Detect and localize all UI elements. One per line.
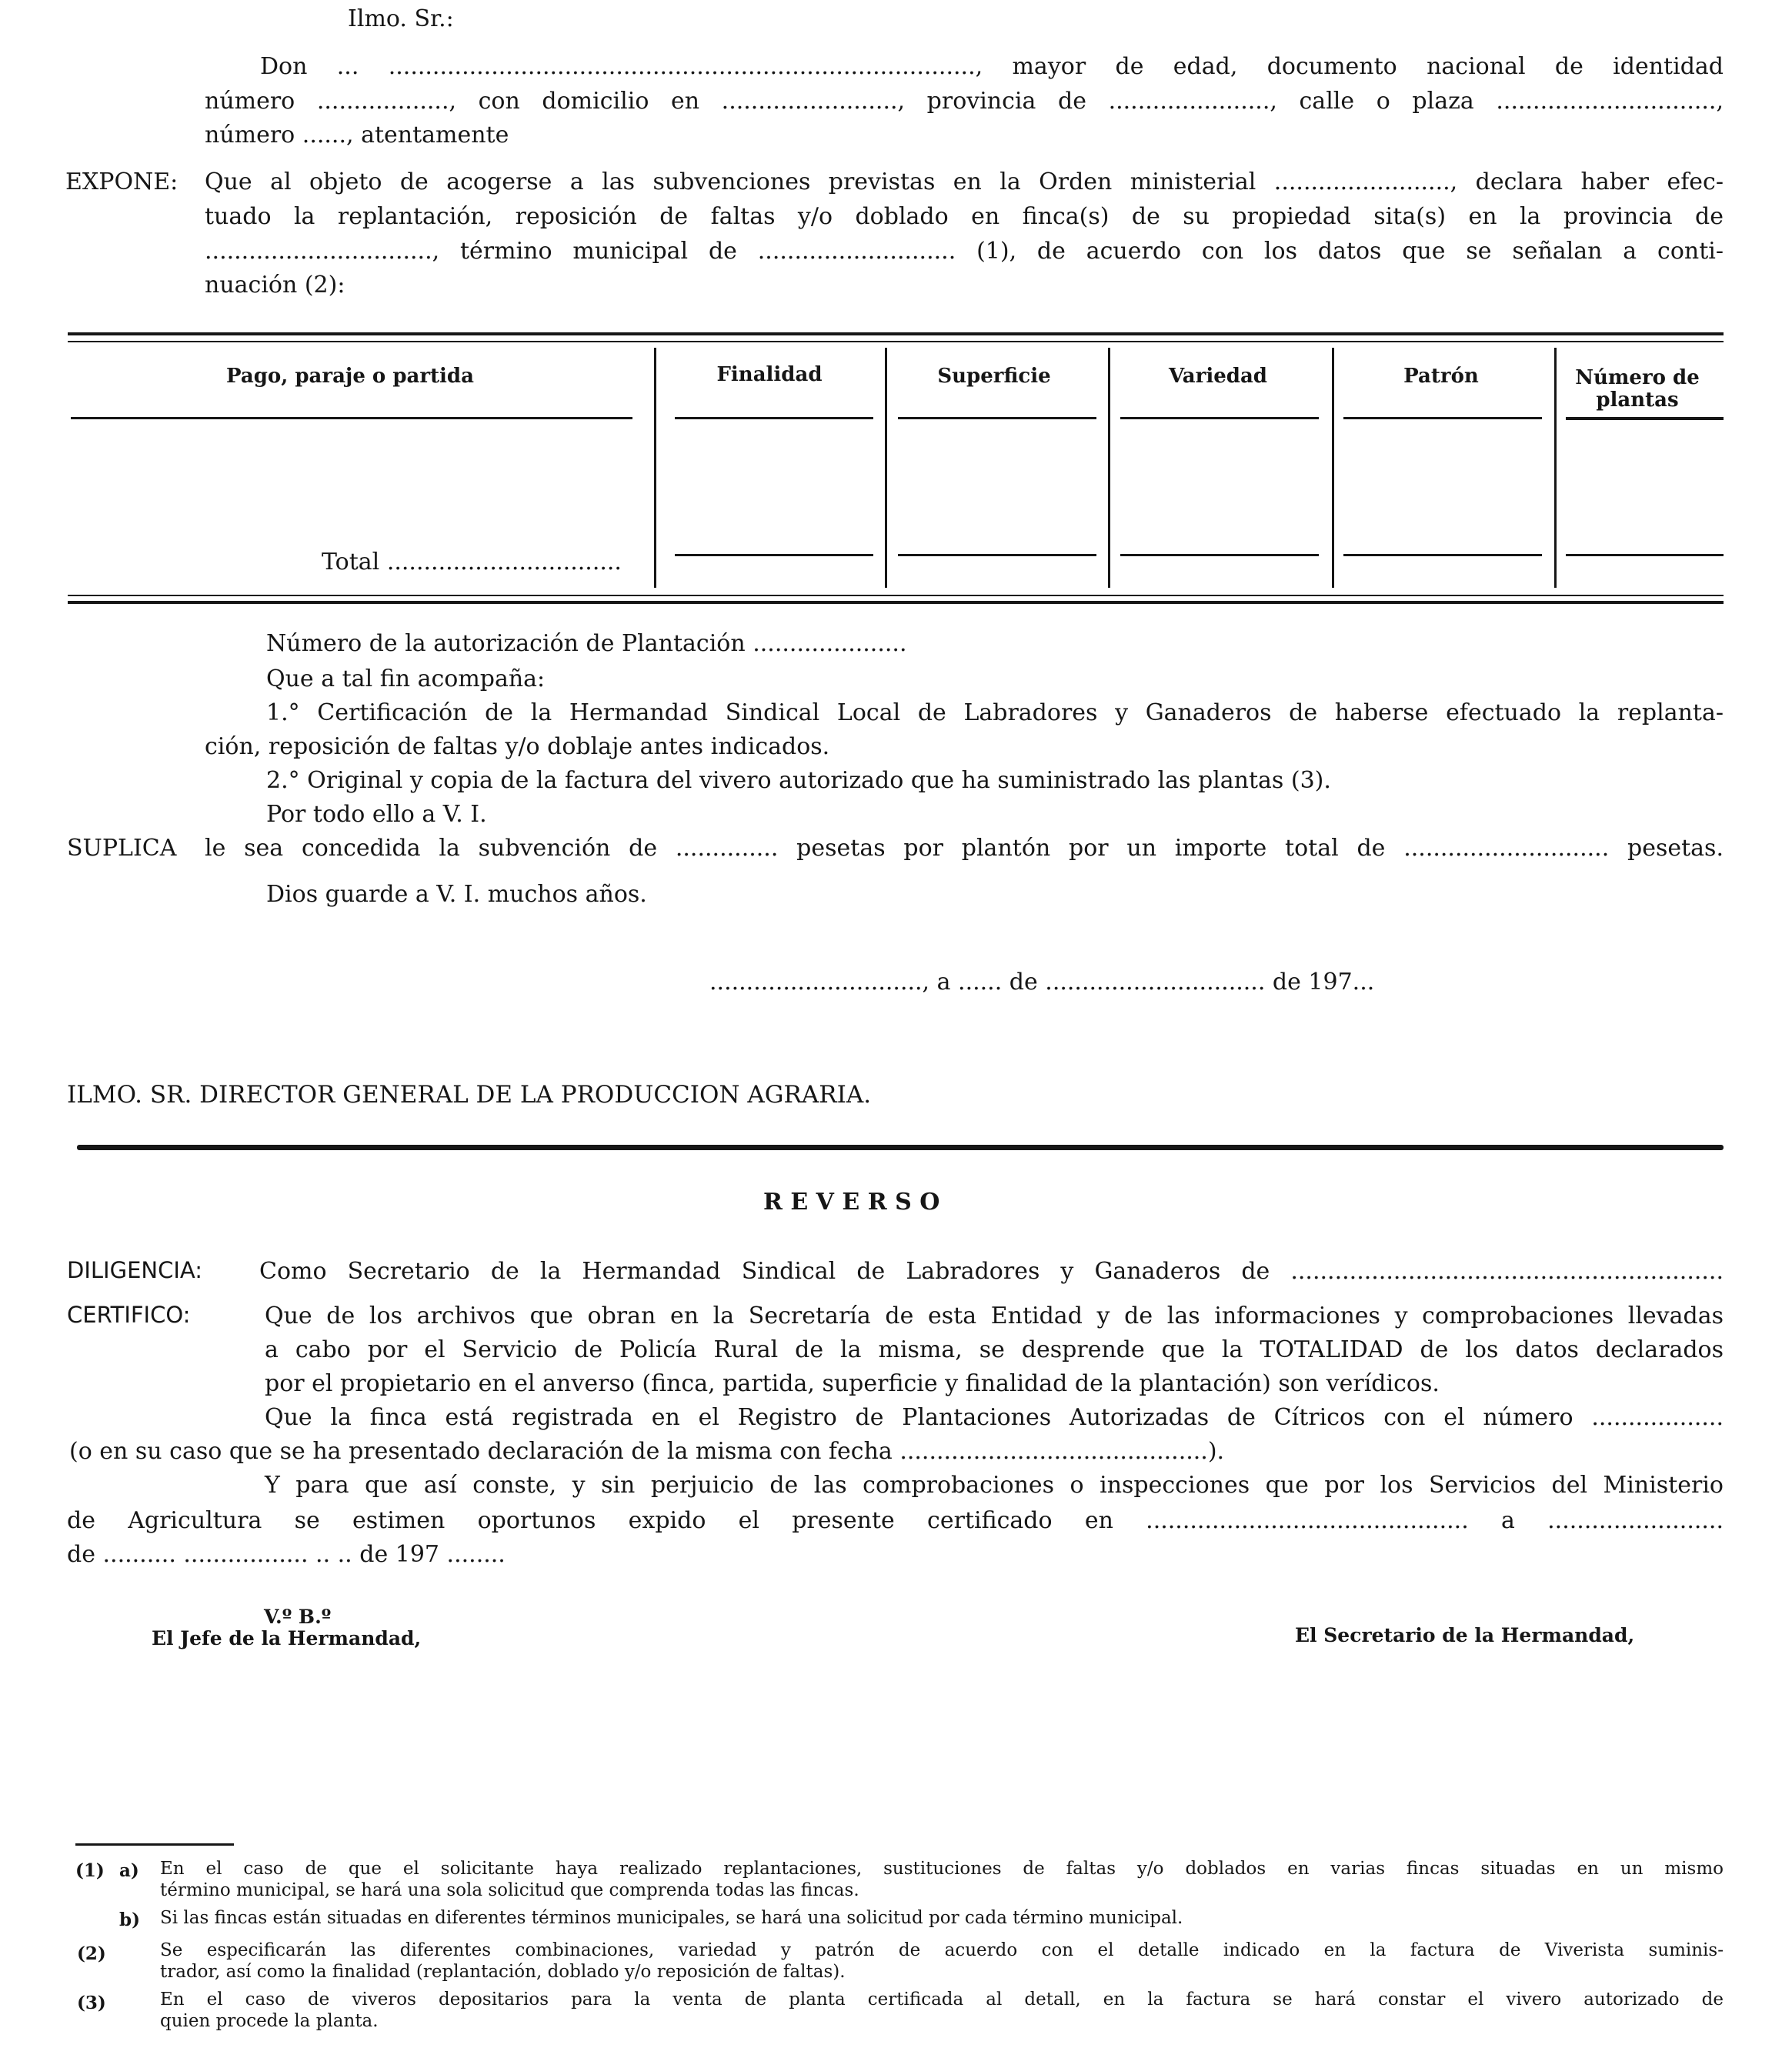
certifico-line-1: Que de los archivos que obran en la Secretaría de esta Entidad y de las informaciones y comprobaciones llevadas <box>265 1303 1724 1329</box>
date-line: ............................., a ...... de .............................. de 197... <box>709 969 1375 996</box>
registro-line-2: (o en su caso que se ha presentado declaración de la misma con fecha ..........................................). <box>69 1438 1225 1465</box>
section-divider <box>77 1145 1724 1150</box>
header-underline-6 <box>1566 417 1724 420</box>
item-1-line-2: ción, reposición de faltas y/o doblaje antes indicados. <box>205 733 830 760</box>
expone-line-3: ..............................., término municipal de ........................... (1), de acuerdo con los datos que se señalan a conti- <box>205 238 1724 265</box>
col-header-finalidad: Finalidad <box>716 363 823 386</box>
footnote-rule <box>75 1843 234 1846</box>
table-top-rule-thin <box>68 341 1724 342</box>
table-bottom-rule-thin <box>68 595 1724 596</box>
certifico-line-3: por el propietario en el anverso (finca, partida, superficie y finalidad de la plantación) son verídicos. <box>265 1370 1440 1397</box>
jefe-signature-label: El Jefe de la Hermandad, <box>152 1627 422 1649</box>
conste-line-3: de .......... ................. .. .. de 197 ........ <box>67 1541 506 1568</box>
col-sep-2 <box>885 348 887 588</box>
item-2-line: 2.° Original y copia de la factura del vivero autorizado que ha suministrado las plantas (3). <box>266 767 1331 794</box>
header-underline-2 <box>675 417 873 419</box>
por-todo-line: Por todo ello a V. I. <box>266 801 487 828</box>
table-top-rule <box>68 332 1724 335</box>
header-underline-5 <box>1343 417 1542 419</box>
vobo-label: V.º B.º <box>264 1606 332 1628</box>
dios-guarde-line: Dios guarde a V. I. muchos años. <box>266 881 647 908</box>
secretario-signature-label: El Secretario de la Hermandad, <box>1295 1624 1635 1646</box>
intro-line-1: Don ... ................................................................................, mayor de edad, documento nacional de identidad <box>260 53 1724 80</box>
col-header-patron: Patrón <box>1403 365 1479 388</box>
expone-line-1: Que al objeto de acogerse a las subvenciones previstas en la Orden ministerial ........................, declara haber efec- <box>205 168 1724 195</box>
total-line-4 <box>1120 554 1319 556</box>
col-sep-3 <box>1108 348 1110 588</box>
diligencia-text: Como Secretario de la Hermandad Sindical de Labradores y Ganaderos de ........................................................... <box>259 1258 1724 1285</box>
reverso-title: R E V E R S O <box>763 1189 940 1216</box>
conste-line-2: de Agricultura se estimen oportunos expido el presente certificado en ............................................ a ........................ <box>67 1507 1724 1534</box>
col-header-variedad: Variedad <box>1169 365 1267 388</box>
suplica-text: le sea concedida la subvención de .............. pesetas por plantón por un importe total de ............................ pesetas. <box>205 835 1724 862</box>
total-line-5 <box>1343 554 1542 556</box>
certifico-line-2: a cabo por el Servicio de Policía Rural de la misma, se desprende que la TOTALIDAD de los datos declarados <box>265 1336 1724 1363</box>
item-1-line-1: 1.° Certificación de la Hermandad Sindical Local de Labradores y Ganaderos de haberse efectuado la replanta- <box>266 699 1724 726</box>
autorizacion-line: Número de la autorización de Plantación ..................... <box>266 630 907 657</box>
expone-line-2: tuado la replantación, reposición de faltas y/o doblado en finca(s) de su propiedad sita(s) en la provincia de <box>205 203 1724 230</box>
table-bottom-rule <box>68 601 1724 604</box>
acompana-line: Que a tal fin acompaña: <box>266 665 546 692</box>
total-line-6 <box>1566 554 1724 556</box>
certifico-label: CERTIFICO: <box>67 1302 191 1328</box>
col-header-superficie: Superficie <box>937 365 1051 388</box>
salutation: Ilmo. Sr.: <box>348 5 454 32</box>
expone-label: EXPONE: <box>65 168 179 195</box>
col-sep-5 <box>1554 348 1557 588</box>
col-header-pago: Pago, paraje o partida <box>226 365 474 388</box>
total-line-2 <box>675 554 873 556</box>
table-total-label: Total ................................ <box>322 549 622 575</box>
intro-line-3: número ......, atentamente <box>205 122 509 148</box>
registro-line-1: Que la finca está registrada en el Registro de Plantaciones Autorizadas de Cítricos con el número .................. <box>265 1404 1724 1431</box>
suplica-label: SUPLICA <box>67 835 177 862</box>
diligencia-label: DILIGENCIA: <box>67 1257 202 1283</box>
header-underline-4 <box>1120 417 1319 419</box>
intro-line-2: número .................., con domicilio en ........................, provincia de ......................, calle o plaza .............................., <box>205 88 1724 115</box>
col-header-numero-plantas: Número de plantas <box>1575 366 1700 412</box>
addressee: ILMO. SR. DIRECTOR GENERAL DE LA PRODUCCION AGRARIA. <box>67 1081 872 1109</box>
header-underline-3 <box>898 417 1096 419</box>
total-line-3 <box>898 554 1096 556</box>
col-sep-4 <box>1332 348 1334 588</box>
col-sep-1 <box>654 348 656 588</box>
conste-line-1: Y para que así conste, y sin perjuicio de las comprobaciones o inspecciones que por los Servicios del Ministerio <box>265 1472 1724 1499</box>
expone-line-4: nuación (2): <box>205 272 345 299</box>
header-underline-1 <box>71 417 632 419</box>
